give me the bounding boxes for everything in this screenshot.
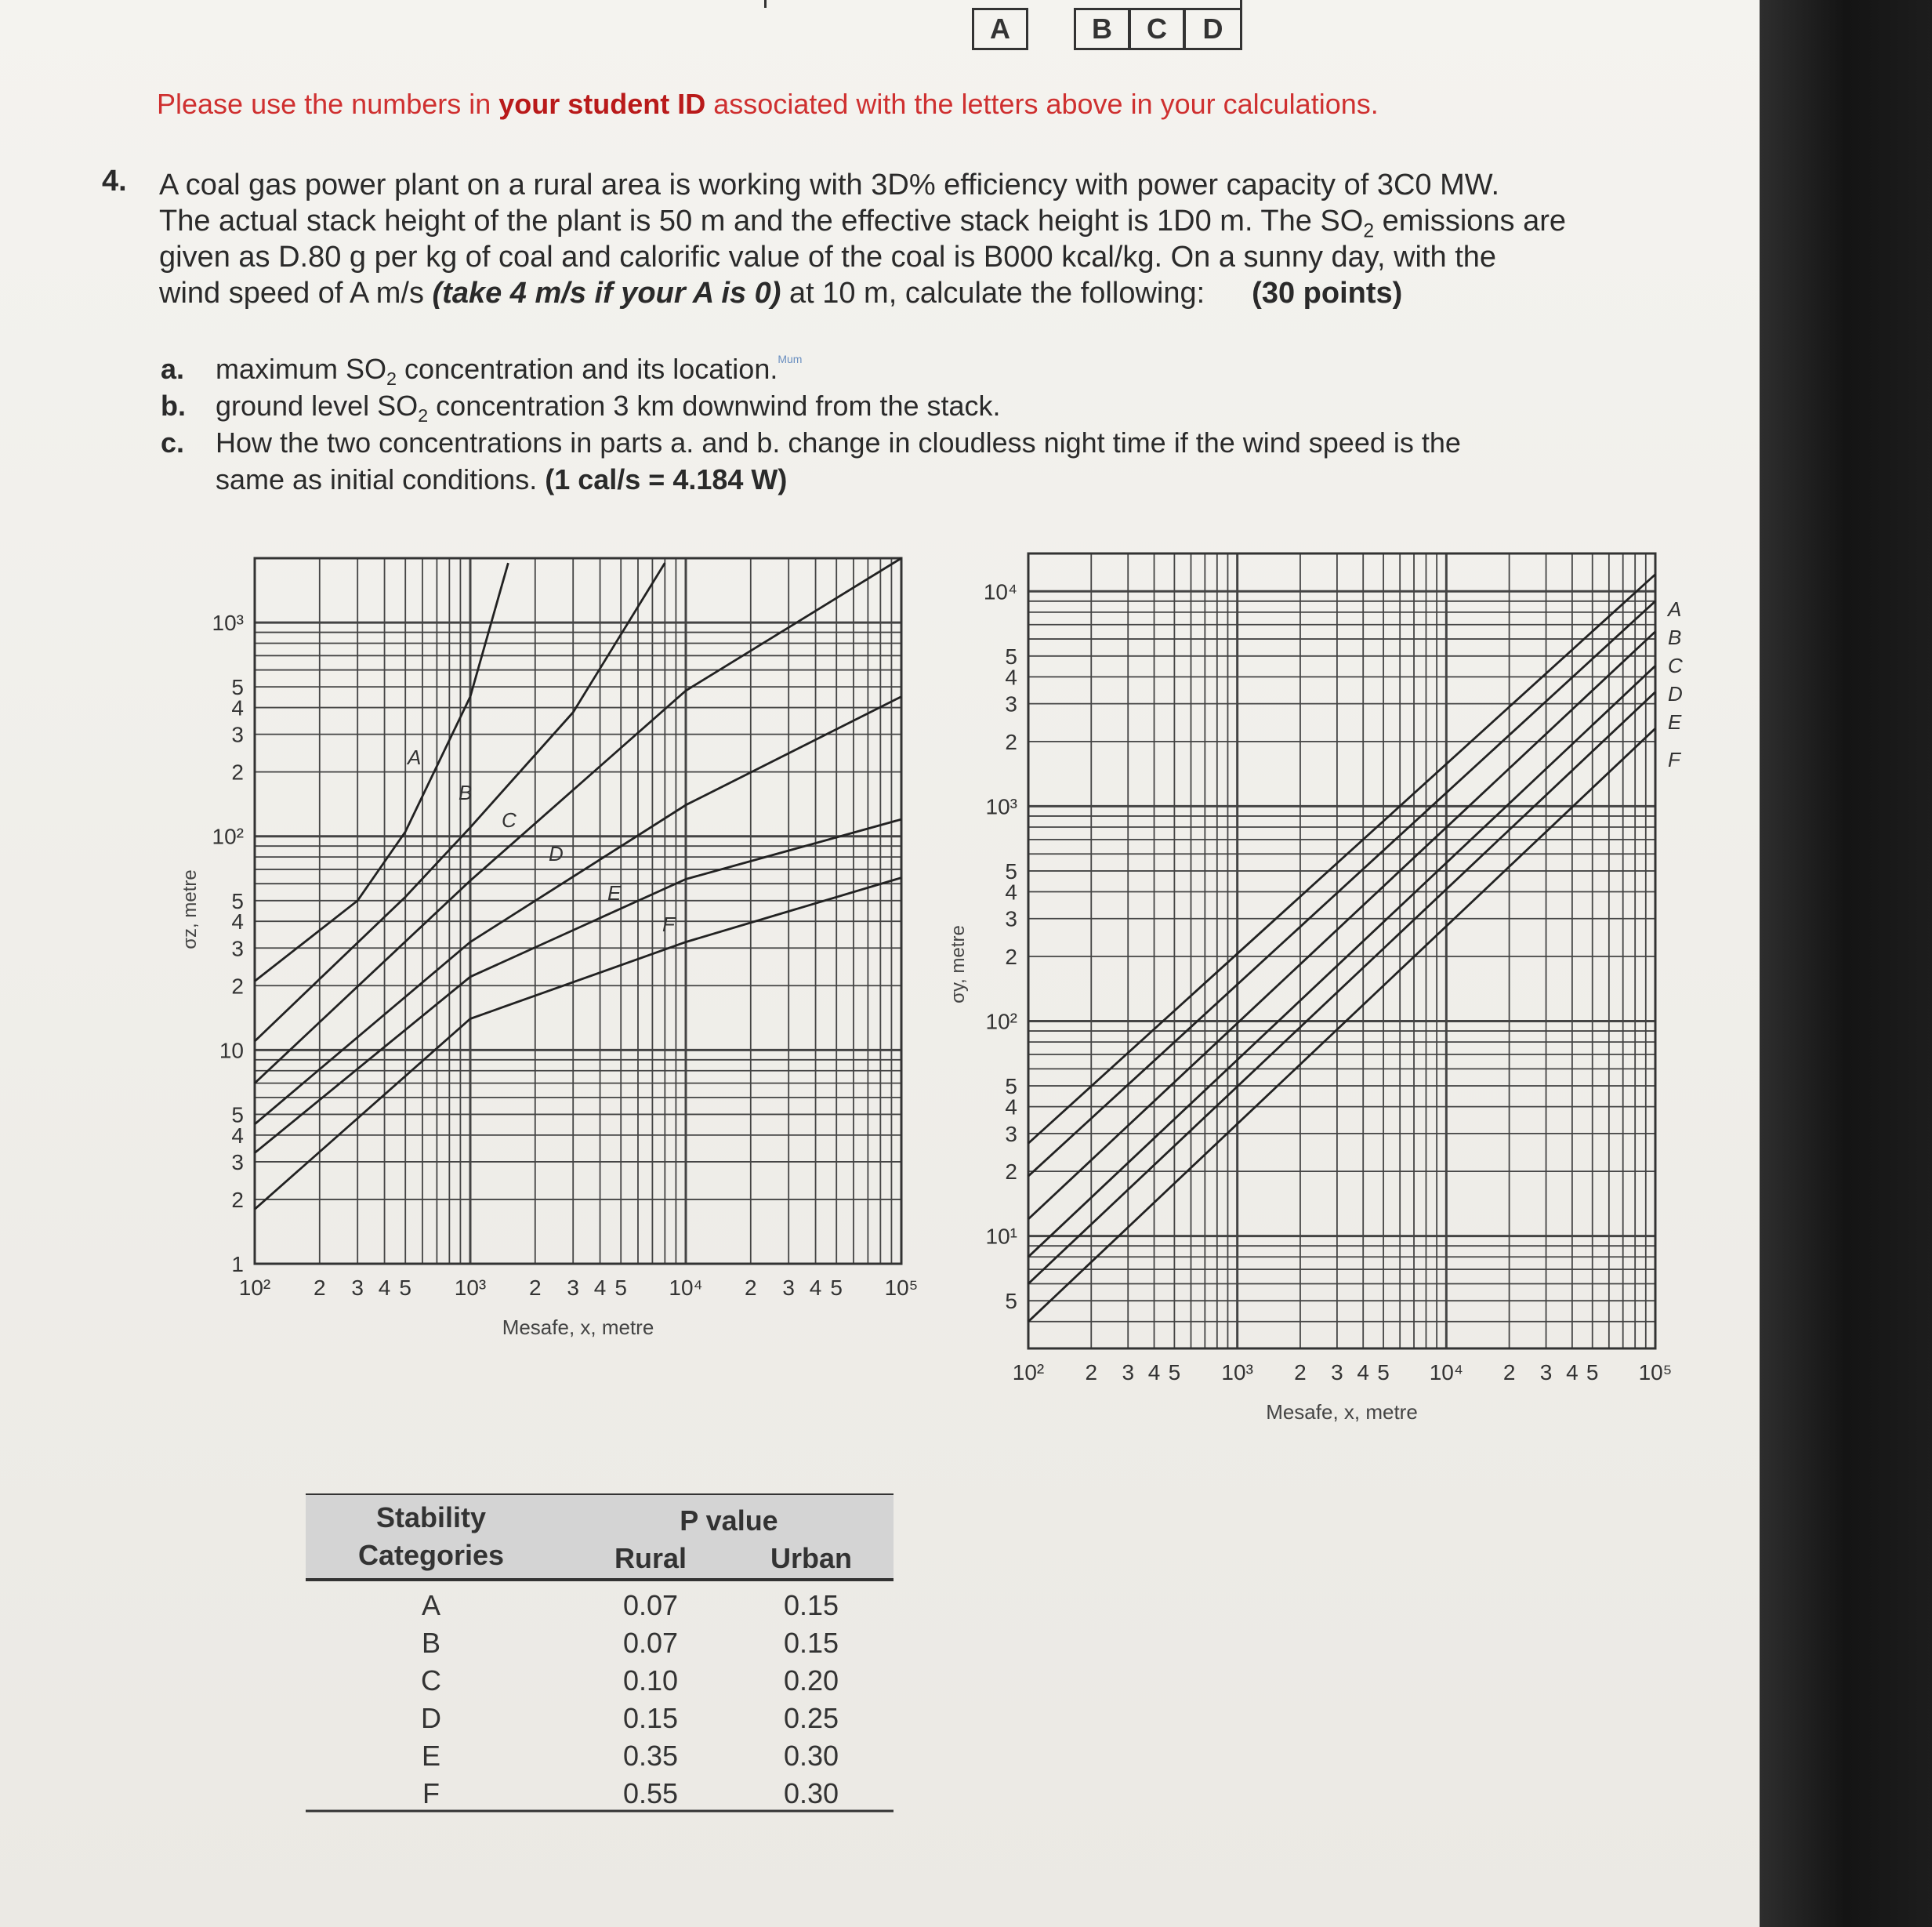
table-cell-urban: 0.30 bbox=[783, 1740, 839, 1772]
x-tick-label: 10³ bbox=[454, 1276, 487, 1300]
y-tick-label: 10³ bbox=[212, 611, 244, 636]
y-tick-label: 4 bbox=[231, 1123, 244, 1148]
y-tick-label: 4 bbox=[1005, 1094, 1017, 1120]
x-tick-label: 3 bbox=[1539, 1360, 1553, 1384]
y-axis-label: σz, metre bbox=[179, 869, 201, 949]
x-tick-label: 4 bbox=[378, 1276, 391, 1300]
y-tick-label: 10¹ bbox=[985, 1224, 1017, 1249]
y-tick-label: 4 bbox=[231, 909, 244, 934]
x-tick-label: 10² bbox=[1012, 1360, 1045, 1384]
part-b-text: ground level $SO_2$ concentration 3 km downwind from the stack. bbox=[216, 390, 1001, 426]
y-tick-label: 10² bbox=[985, 1009, 1017, 1034]
x-tick-label: 5 bbox=[399, 1276, 412, 1300]
y-tick-label: 3 bbox=[1005, 691, 1017, 717]
y-tick-label: 10² bbox=[212, 824, 244, 849]
series-line-A bbox=[1028, 575, 1655, 1144]
y-tick-label: 10⁴ bbox=[983, 579, 1017, 604]
x-tick-label: 2 bbox=[1294, 1360, 1307, 1384]
table-cell-rural: 0.15 bbox=[622, 1702, 679, 1734]
y-tick-label: 1 bbox=[231, 1252, 244, 1276]
series-line-F bbox=[1028, 728, 1655, 1322]
table-cell-category: B bbox=[421, 1627, 440, 1659]
table-cell-rural: 0.55 bbox=[622, 1777, 679, 1809]
table-cell-urban: 0.20 bbox=[783, 1664, 839, 1697]
x-tick-label: 10⁵ bbox=[884, 1276, 919, 1300]
y-tick-label: 10 bbox=[219, 1038, 244, 1063]
table-cell-rural: 0.10 bbox=[622, 1664, 679, 1697]
series-label-C: C bbox=[502, 808, 517, 832]
x-tick-label: 5 bbox=[1377, 1360, 1390, 1384]
x-tick-label: 4 bbox=[1357, 1360, 1370, 1384]
table-cell-category: A bbox=[421, 1589, 440, 1621]
x-tick-label: 4 bbox=[1147, 1360, 1161, 1384]
x-tick-label: 4 bbox=[1566, 1360, 1579, 1384]
table-cell-rural: 0.07 bbox=[622, 1627, 679, 1659]
part-b-letter: b. bbox=[161, 390, 186, 422]
x-tick-label: 10³ bbox=[1221, 1360, 1253, 1384]
x-tick-label: 3 bbox=[1122, 1360, 1135, 1384]
x-tick-label: 2 bbox=[1502, 1360, 1516, 1384]
y-tick-label: 2 bbox=[1005, 1159, 1017, 1185]
series-line-B bbox=[1028, 601, 1655, 1176]
series-line-D bbox=[1028, 666, 1655, 1257]
series-label-B: B bbox=[459, 781, 473, 804]
y-tick-label: 2 bbox=[1005, 945, 1017, 970]
series-label-E: E bbox=[1668, 710, 1682, 734]
question-line-4: wind speed of A m/s (take 4 m/s if your A is 0) at 10 m, calculate the following: (30 points) bbox=[159, 277, 1403, 310]
plot-frame bbox=[1028, 553, 1655, 1348]
y-tick-label: 3 bbox=[231, 722, 244, 747]
x-tick-label: 4 bbox=[593, 1276, 607, 1300]
x-tick-label: 5 bbox=[830, 1276, 843, 1300]
table-cell-rural: 0.35 bbox=[622, 1740, 679, 1772]
table-cell-urban: 0.30 bbox=[783, 1777, 839, 1809]
x-tick-label: 3 bbox=[351, 1276, 364, 1300]
table-cell-category: C bbox=[421, 1664, 441, 1697]
rural-header: Rural bbox=[614, 1542, 687, 1574]
y-axis-label: σy, metre bbox=[948, 925, 969, 1003]
x-tick-label: 2 bbox=[313, 1276, 326, 1300]
handwritten-note: Mum bbox=[778, 353, 803, 365]
series-label-F: F bbox=[1668, 748, 1680, 771]
y-tick-label: 10³ bbox=[985, 794, 1017, 819]
x-tick-label: 3 bbox=[782, 1276, 795, 1300]
question-line-3: given as D.80 g per kg of coal and calorific value of the coal is B000 kcal/kg. On a sunny day, with the bbox=[159, 241, 1497, 274]
series-label-F: F bbox=[662, 913, 675, 936]
urban-header: Urban bbox=[770, 1542, 852, 1574]
x-tick-label: 5 bbox=[1586, 1360, 1599, 1384]
y-tick-label: 3 bbox=[1005, 906, 1017, 931]
x-tick-label: 2 bbox=[744, 1276, 757, 1300]
instruction-text: Please use the numbers in your student ID associated with the letters above in your calculations. bbox=[157, 88, 1379, 120]
x-tick-label: 10⁴ bbox=[1429, 1360, 1463, 1384]
y-tick-label: 4 bbox=[1005, 665, 1017, 690]
x-tick-label: 3 bbox=[567, 1276, 579, 1300]
series-line-E bbox=[1028, 692, 1655, 1284]
series-label-A: A bbox=[1668, 597, 1682, 621]
y-tick-label: 3 bbox=[1005, 1121, 1017, 1146]
x-tick-label: 10² bbox=[238, 1276, 271, 1300]
series-label-A: A bbox=[408, 746, 422, 769]
y-tick-label: 2 bbox=[1005, 729, 1017, 754]
x-tick-label: 2 bbox=[528, 1276, 542, 1300]
x-tick-label: 3 bbox=[1331, 1360, 1343, 1384]
table-cell-urban: 0.15 bbox=[783, 1627, 839, 1659]
id-box-d: D bbox=[1183, 8, 1242, 50]
part-a-letter: a. bbox=[161, 353, 185, 385]
y-tick-label: 5 bbox=[231, 888, 244, 913]
y-tick-label: 4 bbox=[1005, 880, 1017, 905]
question-line-1: A coal gas power plant on a rural area is working with 3D% efficiency with power capacity of 3C0 MW. bbox=[159, 169, 1500, 201]
id-box-c: C bbox=[1129, 8, 1185, 50]
x-tick-label: 5 bbox=[1168, 1360, 1181, 1384]
table-cell-category: D bbox=[421, 1702, 441, 1734]
part-c-text: How the two concentrations in parts a. and b. change in cloudless night time if the wind speed is the bbox=[216, 426, 1461, 459]
col1-header-line2: Categories bbox=[357, 1539, 505, 1571]
y-tick-label: 5 bbox=[1005, 858, 1017, 884]
table-cell-category: F bbox=[422, 1777, 440, 1809]
question-number: 4. bbox=[102, 165, 127, 198]
series-label-B: B bbox=[1668, 626, 1682, 649]
p-value-header: P value bbox=[680, 1504, 778, 1537]
y-tick-label: 5 bbox=[1005, 644, 1017, 669]
y-tick-label: 2 bbox=[231, 760, 244, 785]
series-label-C: C bbox=[1668, 654, 1683, 677]
table-cell-rural: 0.07 bbox=[622, 1589, 679, 1621]
question-line-2: The actual stack height of the plant is 50 m and the effective stack height is 1D0 m. The $SO_2$ emissions are bbox=[159, 205, 1567, 242]
part-c-text-line-2: same as initial conditions. (1 cal/s = 4.184 W) bbox=[216, 463, 788, 495]
y-tick-label: 4 bbox=[231, 695, 244, 720]
table-cell-urban: 0.15 bbox=[783, 1589, 839, 1621]
y-tick-label: 3 bbox=[231, 1149, 244, 1174]
x-tick-label: 2 bbox=[1085, 1360, 1098, 1384]
series-label-D: D bbox=[549, 842, 564, 866]
id-box-a: A bbox=[972, 8, 1028, 50]
table-cell-urban: 0.25 bbox=[783, 1702, 839, 1734]
y-tick-label: 5 bbox=[231, 675, 244, 700]
series-line-C bbox=[1028, 632, 1655, 1219]
col1-header-line1: Stability bbox=[375, 1501, 487, 1533]
x-tick-label: 4 bbox=[809, 1276, 822, 1300]
y-tick-label: 2 bbox=[231, 1187, 244, 1212]
series-label-D: D bbox=[1668, 682, 1683, 706]
x-axis-label: Mesafe, x, metre bbox=[1266, 1400, 1418, 1424]
y-tick-label: 5 bbox=[231, 1102, 244, 1127]
y-tick-label: 5 bbox=[1005, 1074, 1017, 1099]
table-cell-category: E bbox=[421, 1740, 440, 1772]
x-tick-label: 10⁵ bbox=[1638, 1360, 1673, 1384]
series-label-E: E bbox=[607, 881, 622, 905]
y-tick-label: 3 bbox=[231, 936, 244, 961]
y-tick-label: 2 bbox=[231, 974, 244, 999]
part-c-letter: c. bbox=[161, 426, 185, 459]
id-box-b: B bbox=[1074, 8, 1130, 50]
x-axis-label: Mesafe, x, metre bbox=[502, 1316, 654, 1339]
y-tick-label: 5 bbox=[1005, 1289, 1017, 1314]
part-a-text: maximum $SO_2$ concentration and its location.$^{Mum}$ bbox=[216, 353, 803, 390]
x-tick-label: 5 bbox=[614, 1276, 628, 1300]
x-tick-label: 10⁴ bbox=[669, 1276, 703, 1300]
